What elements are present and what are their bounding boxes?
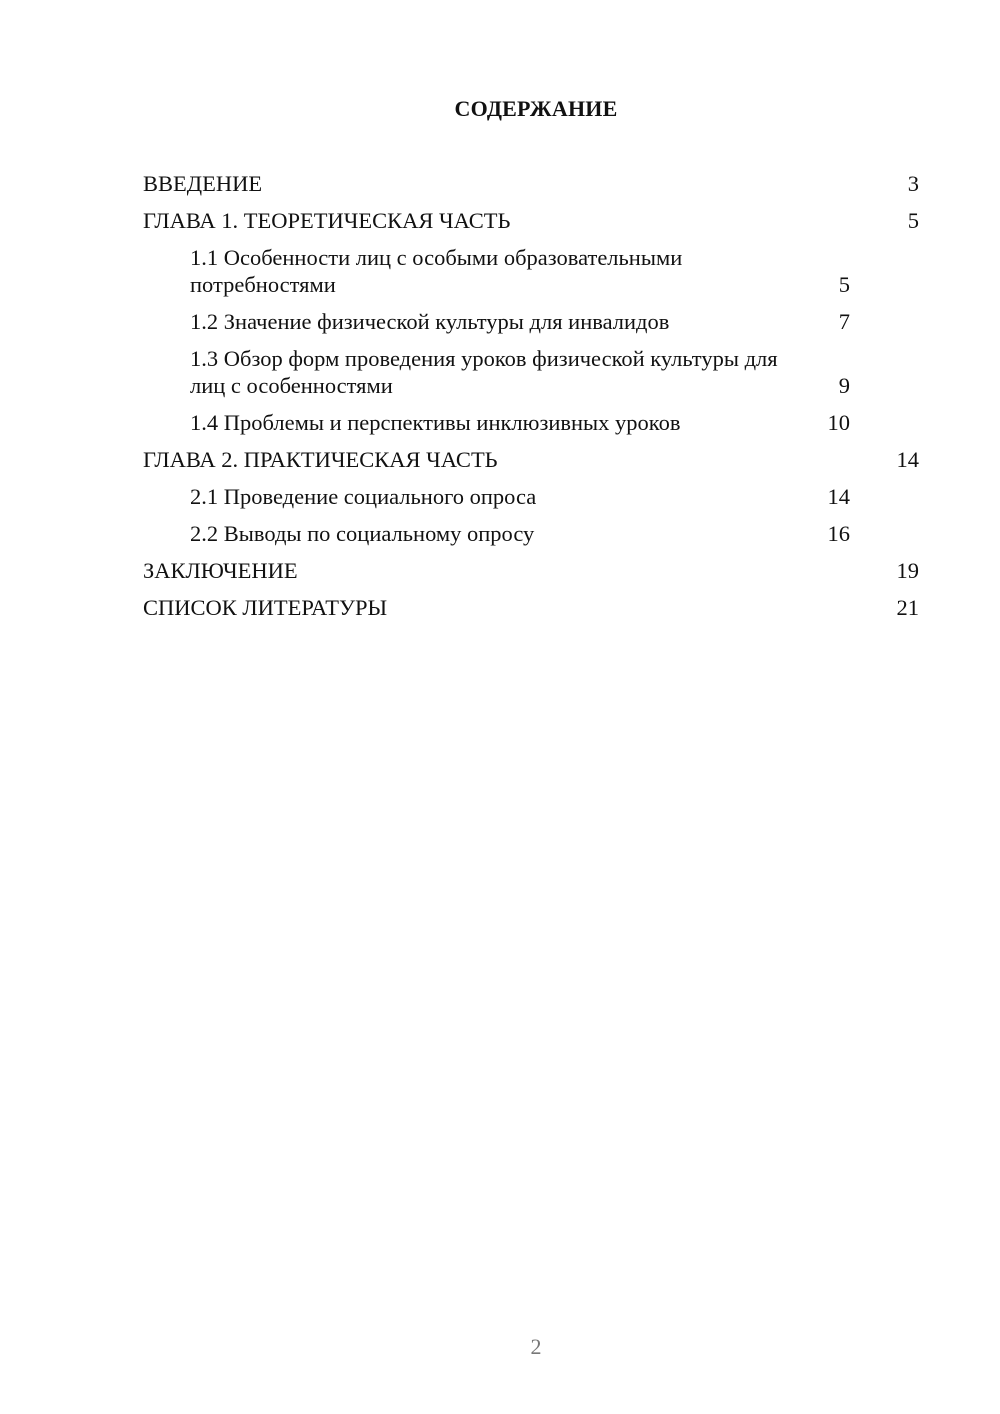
toc-entry-section-2-2[interactable] bbox=[143, 520, 919, 547]
table-of-contents bbox=[143, 170, 919, 631]
toc-entry-section-2-1[interactable] bbox=[143, 483, 919, 510]
toc-entry-introduction[interactable] bbox=[143, 170, 919, 197]
toc-entry-label: ГЛАВА 1. ТЕОРЕТИЧЕСКАЯ ЧАСТЬ bbox=[143, 208, 511, 233]
toc-entry-page: 14 bbox=[827, 484, 850, 509]
toc-entry-page: 19 bbox=[896, 558, 919, 583]
toc-entry-page: 10 bbox=[827, 410, 850, 435]
toc-entry-section-1-1[interactable] bbox=[143, 244, 919, 298]
toc-entry-label: ЗАКЛЮЧЕНИЕ bbox=[143, 558, 298, 583]
toc-entry-section-1-3[interactable] bbox=[143, 345, 919, 399]
toc-entry-label: 2.2 Выводы по социальному опросу bbox=[190, 521, 535, 546]
toc-entry-section-1-4[interactable] bbox=[143, 409, 919, 436]
toc-entry-label: 1.2 Значение физической культуры для инвалидов bbox=[190, 309, 670, 334]
toc-entry-label: 1.1 Особенности лиц с особыми образовательными потребностями bbox=[190, 245, 683, 297]
toc-entry-page: 14 bbox=[896, 447, 919, 472]
toc-entry-chapter-2[interactable] bbox=[143, 446, 919, 473]
toc-entry-conclusion[interactable] bbox=[143, 557, 919, 584]
toc-entry-references[interactable] bbox=[143, 594, 919, 621]
toc-entry-label: СПИСОК ЛИТЕРАТУРЫ bbox=[143, 595, 388, 620]
toc-entry-page: 7 bbox=[838, 309, 850, 334]
toc-entry-label: 1.3 Обзор форм проведения уроков физической культуры для лиц с особенностями bbox=[190, 346, 778, 398]
toc-entry-label: ГЛАВА 2. ПРАКТИЧЕСКАЯ ЧАСТЬ bbox=[143, 447, 498, 472]
toc-entry-label: ВВЕДЕНИЕ bbox=[143, 171, 263, 196]
toc-entry-page: 9 bbox=[838, 373, 850, 398]
toc-entry-page: 21 bbox=[896, 595, 919, 620]
toc-entry-label: 1.4 Проблемы и перспективы инклюзивных уроков bbox=[190, 410, 681, 435]
toc-title: СОДЕРЖАНИЕ bbox=[454, 96, 618, 121]
toc-entry-page: 5 bbox=[907, 208, 919, 233]
toc-entry-label: 2.1 Проведение социального опроса bbox=[190, 484, 537, 509]
toc-entry-page: 5 bbox=[838, 272, 850, 297]
toc-entry-page: 3 bbox=[907, 171, 919, 196]
toc-entry-section-1-2[interactable] bbox=[143, 308, 919, 335]
toc-entry-chapter-1[interactable] bbox=[143, 207, 919, 234]
toc-entry-page: 16 bbox=[827, 521, 850, 546]
page-number: 2 bbox=[530, 1334, 542, 1359]
